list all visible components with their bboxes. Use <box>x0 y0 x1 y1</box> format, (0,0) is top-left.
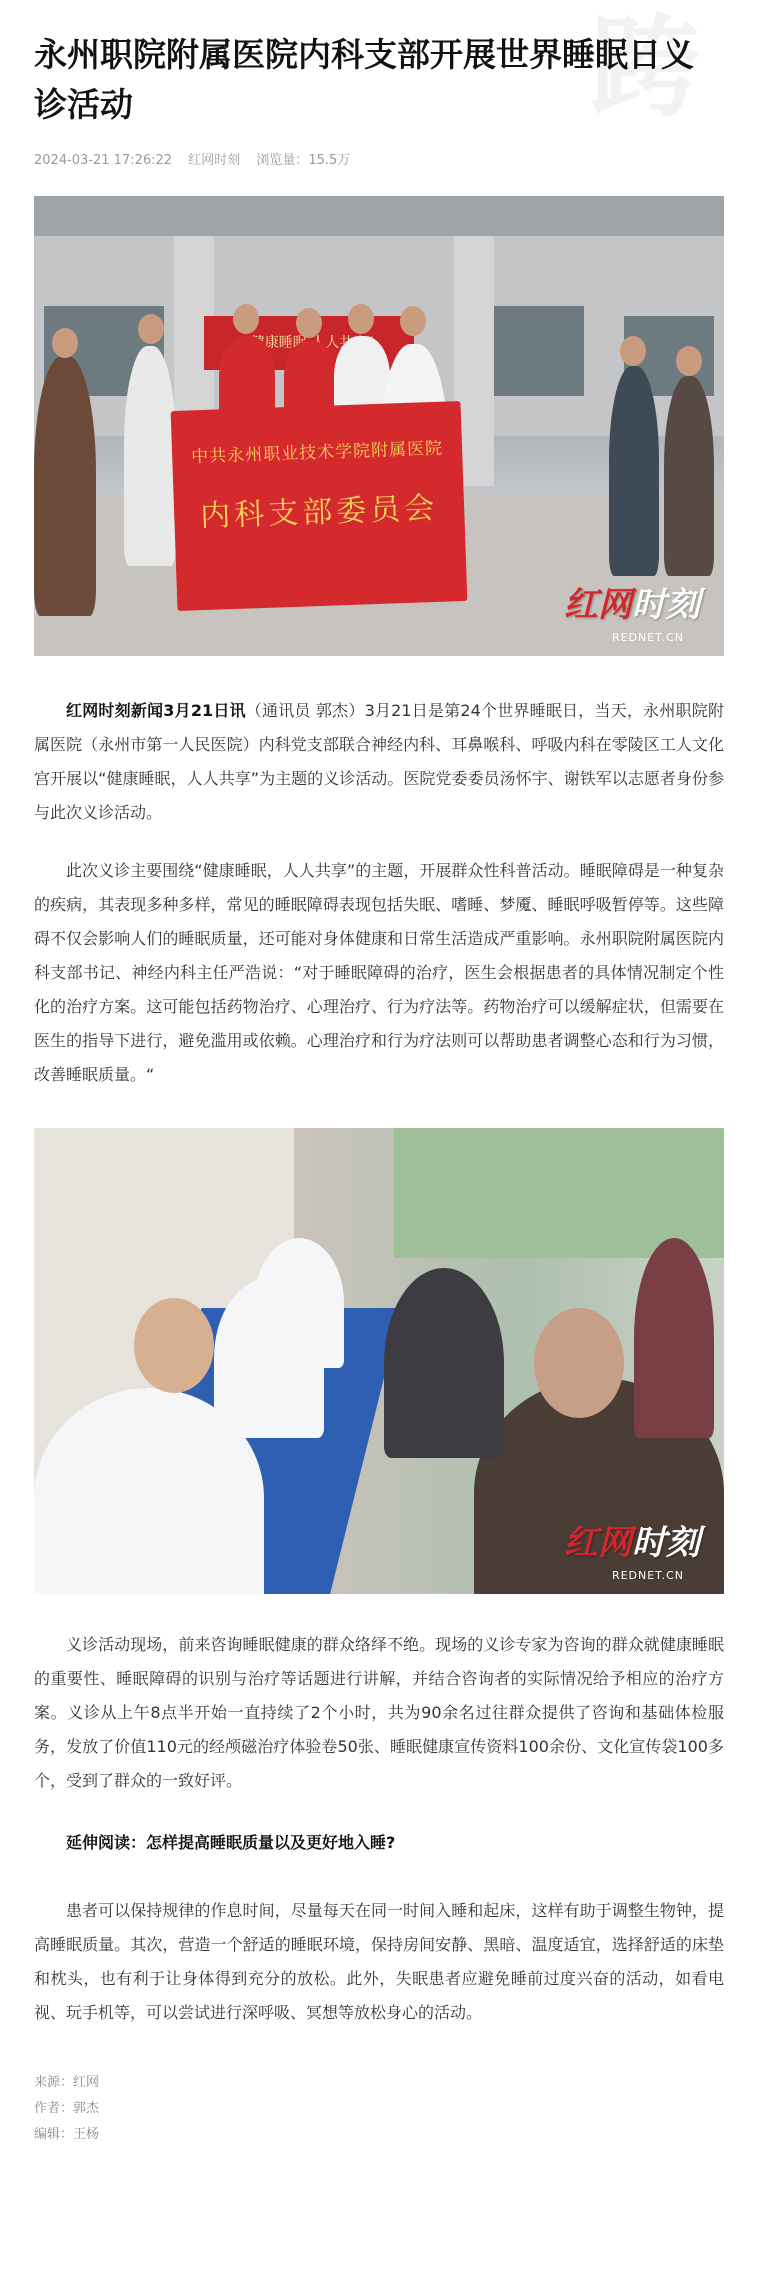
view-count: 浏览量：15.5万 <box>256 153 351 168</box>
event-photo-consultation <box>34 1128 724 1594</box>
article-meta <box>0 130 758 172</box>
paragraph-1: 红网时刻新闻3月21日讯（通讯员 郭杰）3月21日是第24个世界睡眠日，当天，永州职院附属医院（永州市第一人民医院）内科党支部联合神经内科、耳鼻喉科、呼吸内科在零陵区工人文化宫开展以“健康睡眠，人人共享”为主题的义诊活动。医院党委委员汤怀宇、谢铁军以志愿者身份参与此次义诊活动。 <box>34 701 724 822</box>
slogan-banner: "健康睡眠 人人共享" <box>204 316 414 370</box>
news-lead: 红网时刻新闻3月21日讯 <box>66 701 246 720</box>
rednet-domain: REDNET.CN <box>611 631 684 644</box>
rednet-domain-2: REDNET.CN <box>611 1569 684 1582</box>
rednet-logo-2: 红网时刻 <box>564 1523 700 1563</box>
publish-datetime: 2024-03-21 17:26:22 <box>34 153 173 168</box>
author-line: 作者：郭杰 <box>34 2101 100 2116</box>
source-line: 来源：红网 <box>34 2075 100 2090</box>
source-name: 红网时刻 <box>188 153 241 168</box>
watermark-logo: 跨 <box>590 4 700 132</box>
rednet-logo: 红网时刻 <box>564 585 700 625</box>
article-title: 永州职院附属医院内科支部开展世界睡眠日义诊活动 <box>34 35 694 124</box>
event-photo-group <box>34 196 724 656</box>
paragraph-5: 患者可以保持规律的作息时间，尽量每天在同一时间入睡和起床，这样有助于调整生物钟，提高睡眠质量。其次，营造一个舒适的睡眠环境，保持房间安静、黑暗、温度适宜，选择舒适的床垫和枕头，也有利于让身体得到充分的放松。此外，失眠患者应避免睡前过度兴奋的活动，如看电视、玩手机等，可以尝试进行深呼吸、冥想等放松身心的活动。 <box>34 1901 724 2022</box>
paragraph-3: 义诊活动现场，前来咨询睡眠健康的群众络绎不绝。现场的义诊专家为咨询的群众就健康睡眠的重要性、睡眠障碍的识别与治疗等话题进行讲解，并结合咨询者的实际情况给予相应的治疗方案。义诊从上午8点半开始一直持续了2个小时，共为90余名过往群众提供了咨询和基础体检服务，发放了价值110元的经颅磁治疗体验卷50张、睡眠健康宣传资料100余份、文化宣传袋100多个，受到了群众的一致好评。 <box>34 1635 724 1790</box>
article-credits <box>0 2070 758 2148</box>
red-banner: 中共永州职业技术学院附属医院 内科支部委员会 <box>171 401 468 611</box>
paragraph-2: 此次义诊主要围绕“健康睡眠，人人共享”的主题，开展群众性科普活动。睡眠障碍是一种复杂的疾病，其表现多种多样，常见的睡眠障碍表现包括失眠、嗜睡、梦魇、睡眠呼吸暂停等。这些障碍不仅会影响人们的睡眠质量，还可能对身体健康和日常生活造成严重影响。永州职院附属医院内科支部书记、神经内科主任严浩说：“对于睡眠障碍的治疗，医生会根据患者的具体情况制定个性化的治疗方案。这可能包括药物治疗、心理治疗、行为疗法等。药物治疗可以缓解症状，但需要在医生的指导下进行，避免滥用或依赖。心理治疗和行为疗法则可以帮助患者调整心态和行为习惯，改善睡眠质量。“ <box>34 861 724 1084</box>
editor-line: 编辑：王杨 <box>34 2127 100 2142</box>
extended-reading-heading: 延伸阅读：怎样提高睡眠质量以及更好地入睡? <box>66 1833 396 1852</box>
